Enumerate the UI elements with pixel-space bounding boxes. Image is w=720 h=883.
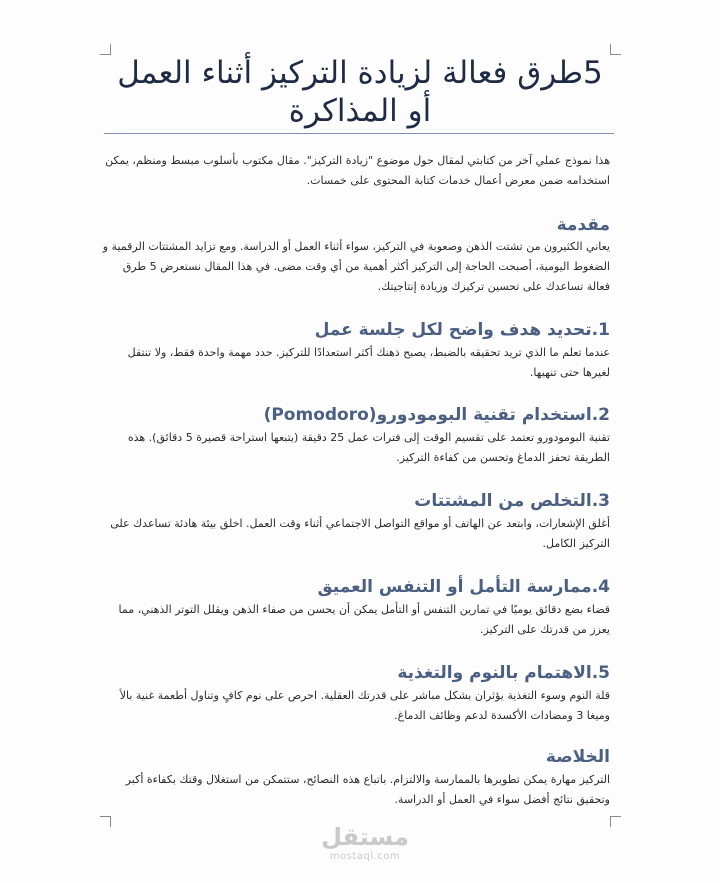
intro-paragraph: هذا نموذج عملي آخر من كتابتي لمقال حول موضوع "زيادة التركيز". مقال مكتوب بأسلوب مبسط ومنظم، يمكن استخدامه ضمن معرض أعمال خدمات كتابة المحتوى على خمسات. — [105, 154, 610, 187]
crop-mark-top-right — [610, 44, 621, 55]
section-body-4: قضاء بضع دقائق يوميًا في تمارين التنفس أو التأمل يمكن أن يحسن من صفاء الذهن ويقلل التوتر الذهني، مما يعزز من قدرتك على التركيز. — [118, 603, 610, 636]
crop-mark-bottom-left — [100, 816, 111, 827]
section-heading-5: 5.الاهتمام بالنوم والتغذية — [397, 663, 610, 683]
section-body-2: تقنية البومودورو تعتمد على تقسيم الوقت إلى فترات عمل 25 دقيقة (يتبعها استراحة قصيرة 5 دقائق). هذه الطريقة تحفز الدماغ وتحسن من كفاءة التركيز. — [127, 431, 610, 464]
crop-mark-bottom-right — [610, 816, 621, 827]
section-heading-conclusion: الخلاصة — [545, 747, 610, 767]
section-body-5: قلة النوم وسوء التغذية يؤثران بشكل مباشر على قدرتك العقلية. احرص على نوم كافٍ وتناول أطعمة غنية بالأ وميغا 3 ومضادات الأكسدة لدعم وظائف الدماغ. — [119, 689, 610, 722]
document-title: 5طرق فعالة لزيادة التركيز أثناء العمل أو المذاكرة — [117, 55, 603, 129]
section-body-1: عندما تعلم ما الذي تريد تحقيقه بالضبط، يصبح ذهنك أكثر استعدادًا للتركيز. حدد مهمة واحدة فقط، ولا تنتقل لغيرها حتى تنهيها. — [127, 346, 610, 379]
section-body-3: أغلق الإشعارات، وابتعد عن الهاتف أو مواقع التواصل الاجتماعي أثناء وقت العمل. اخلق بيئة هادئة تساعدك على التركيز الكامل. — [110, 517, 610, 550]
section-body-intro: يعاني الكثيرون من تشتت الذهن وصعوبة في التركيز، سواء أثناء العمل أو الدراسة. ومع تزايد المشتتات الرقمية و الضغوط اليومية، أصبحت الحاجة إلى التركيز أكثر أهمية من أي وقت مضى. في هذا المقال نستعرض 5 طرق فعالة تساعدك على تحسين تركيزك وزيادة إنتاجيتك. — [102, 240, 610, 293]
section-heading-4: 4.ممارسة التأمل أو التنفس العميق — [317, 577, 610, 597]
title-underline — [104, 133, 614, 134]
section-heading-intro: مقدمة — [556, 215, 610, 235]
section-heading-2: 2.استخدام تقنية البومودورو(Pomodoro) — [263, 405, 610, 425]
watermark-arabic: مستقل — [321, 823, 409, 851]
mostaql-watermark — [310, 823, 420, 863]
section-heading-1: 1.تحديد هدف واضح لكل جلسة عمل — [314, 320, 610, 340]
section-body-conclusion: التركيز مهارة يمكن تطويرها بالممارسة والالتزام. باتباع هذه النصائح، ستتمكن من استغلال وقتك بكفاءة أكبر وتحقيق نتائج أفضل سواء في العمل أو الدراسة. — [125, 773, 610, 806]
section-heading-3: 3.التخلص من المشتتات — [414, 491, 610, 511]
watermark-latin: mostaql.com — [329, 851, 401, 862]
